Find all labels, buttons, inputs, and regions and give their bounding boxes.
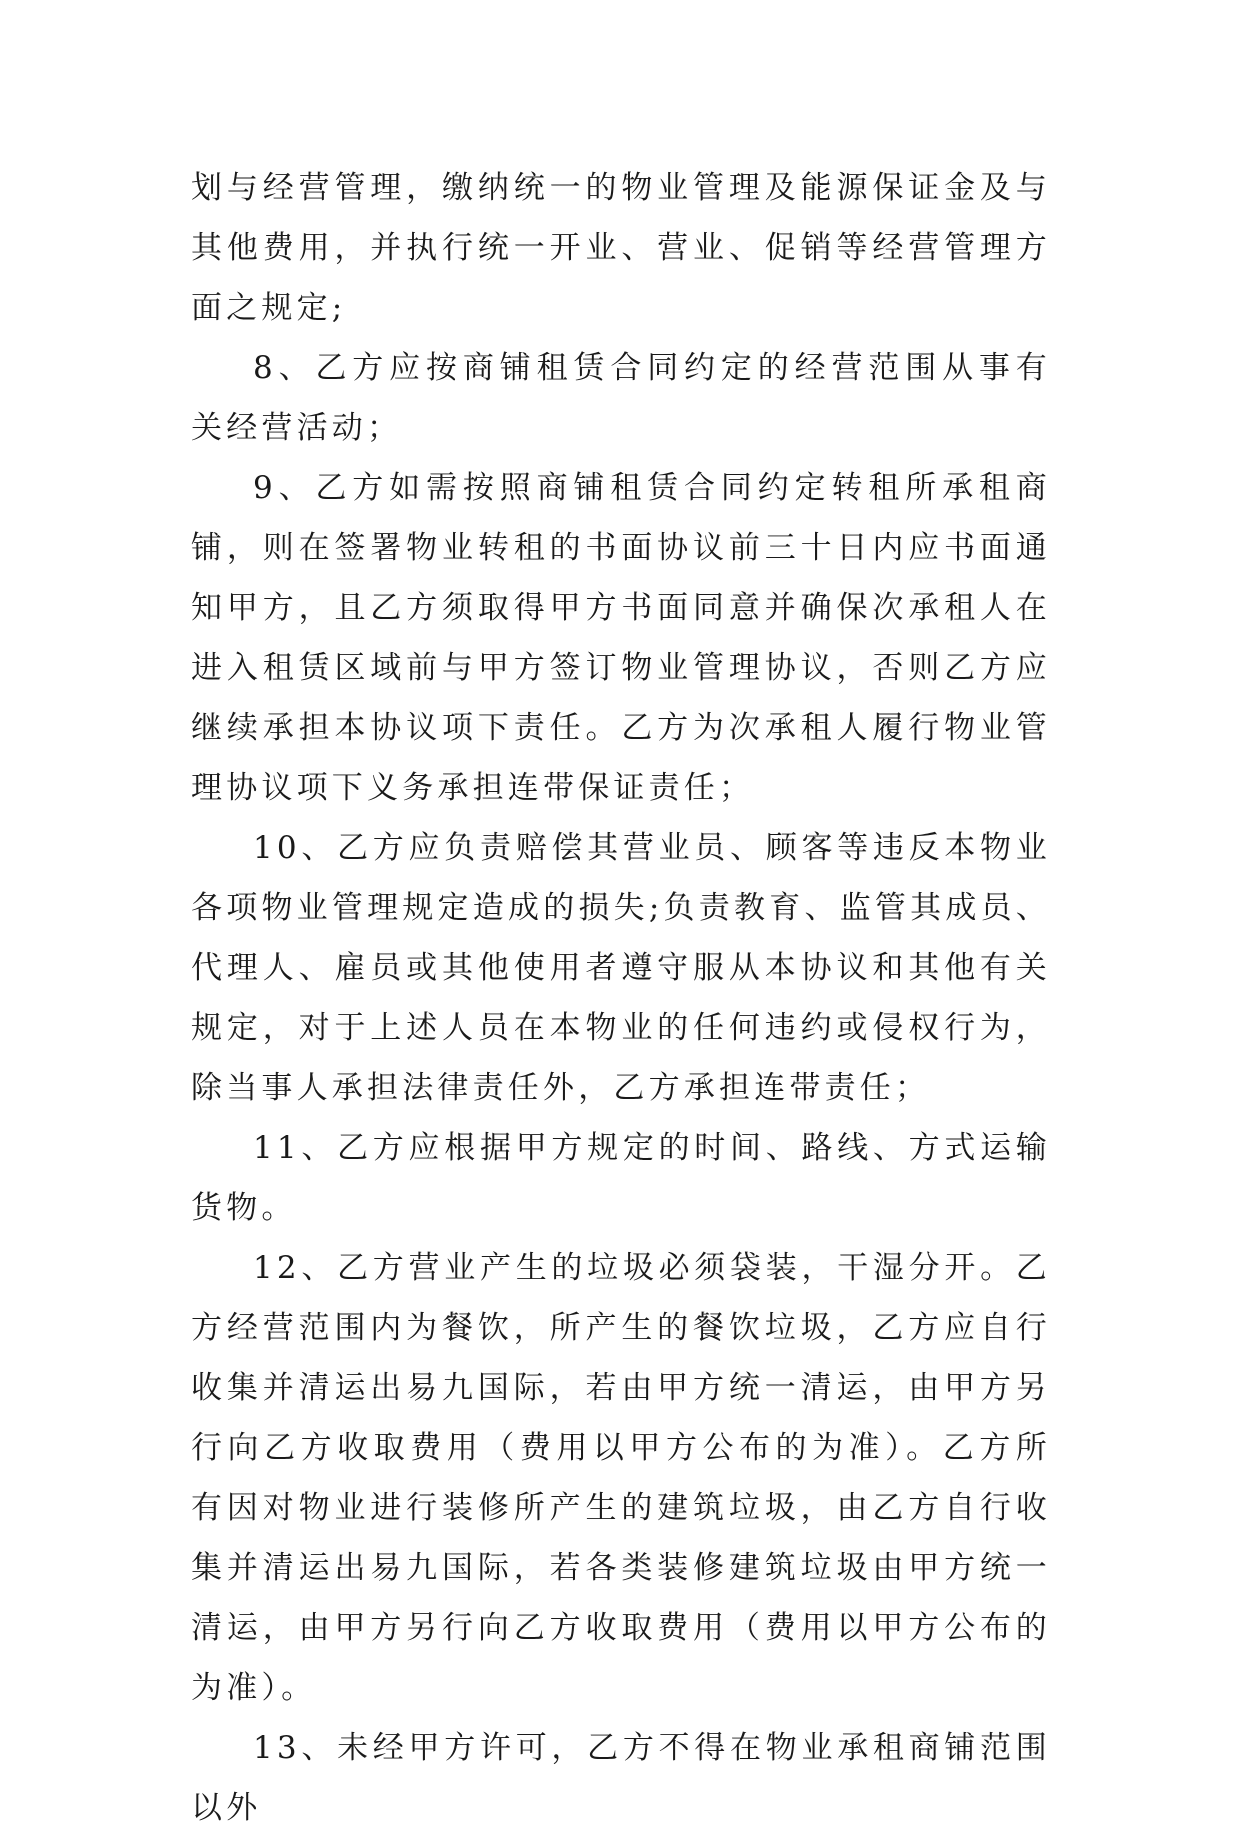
paragraph-clause-11: 11、乙方应根据甲方规定的时间、路线、方式运输货物。 — [191, 1130, 1051, 1226]
paragraph-clause-10: 10、乙方应负责赔偿其营业员、顾客等违反本物业各项物业管理规定造成的损失;负责教育、监管其成员、代理人、雇员或其他使用者遵守服从本协议和其他有关规定，对于上述人员在本物业的任何违约或侵权行为，除当事人承担法律责任外，乙方承担连带责任； — [191, 830, 1051, 1106]
paragraph-clause-9: 9、乙方如需按照商铺租赁合同约定转租所承租商铺，则在签署物业转租的书面协议前三十日内应书面通知甲方，且乙方须取得甲方书面同意并确保次承租人在进入租赁区域前与甲方签订物业管理协议，否则乙方应继续承担本协议项下责任。乙方为次承租人履行物业管理协议项下义务承担连带保证责任； — [191, 470, 1051, 806]
document-body — [191, 158, 1051, 1838]
paragraph-continuation: 划与经营管理，缴纳统一的物业管理及能源保证金及与其他费用，并执行统一开业、营业、促销等经营管理方面之规定; — [191, 170, 1051, 326]
paragraph-clause-13: 13、未经甲方许可，乙方不得在物业承租商铺范围以外 — [191, 1730, 1051, 1826]
paragraph-clause-12: 12、乙方营业产生的垃圾必须袋装，干湿分开。乙方经营范围内为餐饮，所产生的餐饮垃圾，乙方应自行收集并清运出易九国际，若由甲方统一清运，由甲方另行向乙方收取费用（费用以甲方公布的为准）。乙方所有因对物业进行装修所产生的建筑垃圾，由乙方自行收集并清运出易九国际，若各类装修建筑垃圾由甲方统一清运，由甲方另行向乙方收取费用（费用以甲方公布的为准）。 — [191, 1250, 1051, 1706]
paragraph-clause-8: 8、乙方应按商铺租赁合同约定的经营范围从事有关经营活动； — [191, 350, 1051, 446]
